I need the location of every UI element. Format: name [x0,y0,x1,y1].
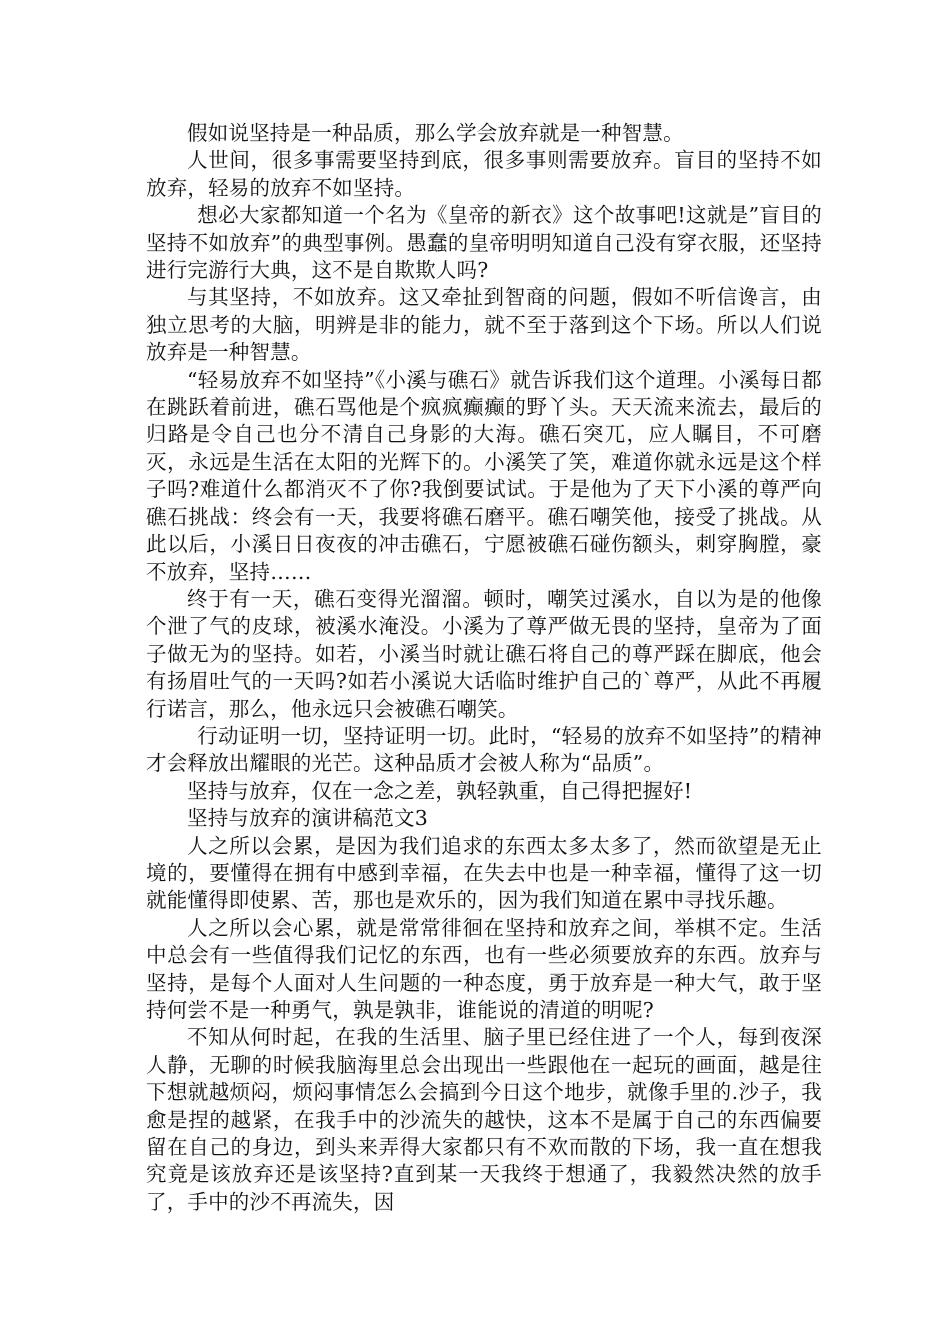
paragraph-11: 不知从何时起，在我的生活里、脑子里已经住进了一个人，每到夜深人静，无聊的时候我脑海里总会出现出一些跟他在一起玩的画面，越是往下想就越烦闷，烦闷事情怎么会搞到今日这个地步，就像手里的.沙子，我愈是捏的越紧，在我手中的沙流失的越快，这本不是属于自己的东西偏要留在自己的身边，到头来弄得大家都只有不欢而散的下场，我一直在想我究竟是该放弃还是该坚持?直到某一天我终于想通了，我毅然决然的放手了，手中的沙不再流失，因 [146,1025,822,1214]
document-page [146,120,822,1216]
paragraph-3: 想必大家都知道一个名为《皇帝的新衣》这个故事吧!这就是”盲目的坚持不如放弃”的典型事例。愚蠢的皇帝明明知道自己没有穿衣服，还坚持进行完游行大典，这不是自欺欺人吗? [146,203,822,283]
paragraph-1: 假如说坚持是一种品质，那么学会放弃就是一种智慧。 [187,121,684,145]
paragraph-8: 坚持与放弃，仅在一念之差，孰轻孰重，自己得把握好! [187,778,693,803]
paragraph-7: 行动证明一切，坚持证明一切。此时，“轻易的放弃不如坚持”的精神才会释放出耀眼的光芒。这种品质才会被人称为“品质”。 [146,723,822,776]
paragraph-5: “轻易放弃不如坚持”《小溪与礁石》就告诉我们这个道理。小溪每日都在跳跃着前进，礁石骂他是个疯疯癫癫的野丫头。天天流来流去，最后的归路是令自己也分不清自己身影的大海。礁石突兀，应人瞩目，不可磨灭，永远是生活在太阳的光辉下的。小溪笑了笑，难道你就永远是这个样子吗?难道什么都消灭不了你?我倒要试试。于是他为了天下小溪的尊严向礁石挑战：终会有一天，我要将礁石磨平。礁石嘲笑他，接受了挑战。从此以后，小溪日日夜夜的冲击礁石，宁愿被礁石碰伤额头，刺穿胸膛，豪不放弃，坚持…… [146,367,822,584]
paragraph-2: 人世间，很多事需要坚持到底，很多事则需要放弃。盲目的坚持不如放弃，轻易的放弃不如坚持。 [146,148,822,200]
paragraph-4: 与其坚持，不如放弃。这又牵扯到智商的问题，假如不听信谗言，由独立思考的大脑，明辨是非的能力，就不至于落到这个下场。所以人们说放弃是一种智慧。 [146,285,822,365]
paragraph-10: 人之所以会心累，就是常常徘徊在坚持和放弃之间，举棋不定。生活中总会有一些值得我们记忆的东西，也有一些必须要放弃的东西。放弃与坚持，是每个人面对人生问题的一种态度，勇于放弃是一种大气，敢于坚持何尝不是一种勇气，孰是孰非，谁能说的清道的明呢? [146,915,822,1022]
paragraph-6: 终于有一天，礁石变得光溜溜。顿时，嘲笑过溪水，自以为是的他像个泄了气的皮球，被溪水淹没。小溪为了尊严做无畏的坚持，皇帝为了面子做无为的坚持。如若，小溪当时就让礁石将自己的尊严踩在脚底，他会有扬眉吐气的一天吗?如若小溪说大话临时维护自己的`尊严，从此不再履行诺言，那么，他永远只会被礁石嘲笑。 [146,586,822,721]
section-heading: 坚持与放弃的演讲稿范文3 [187,806,428,831]
paragraph-9: 人之所以会累，是因为我们追求的东西太多太多了，然而欲望是无止境的，要懂得在拥有中感到幸福，在失去中也是一种幸福，懂得了这一切就能懂得即使累、苦，那也是欢乐的，因为我们知道在累中寻找乐趣。 [146,833,822,913]
